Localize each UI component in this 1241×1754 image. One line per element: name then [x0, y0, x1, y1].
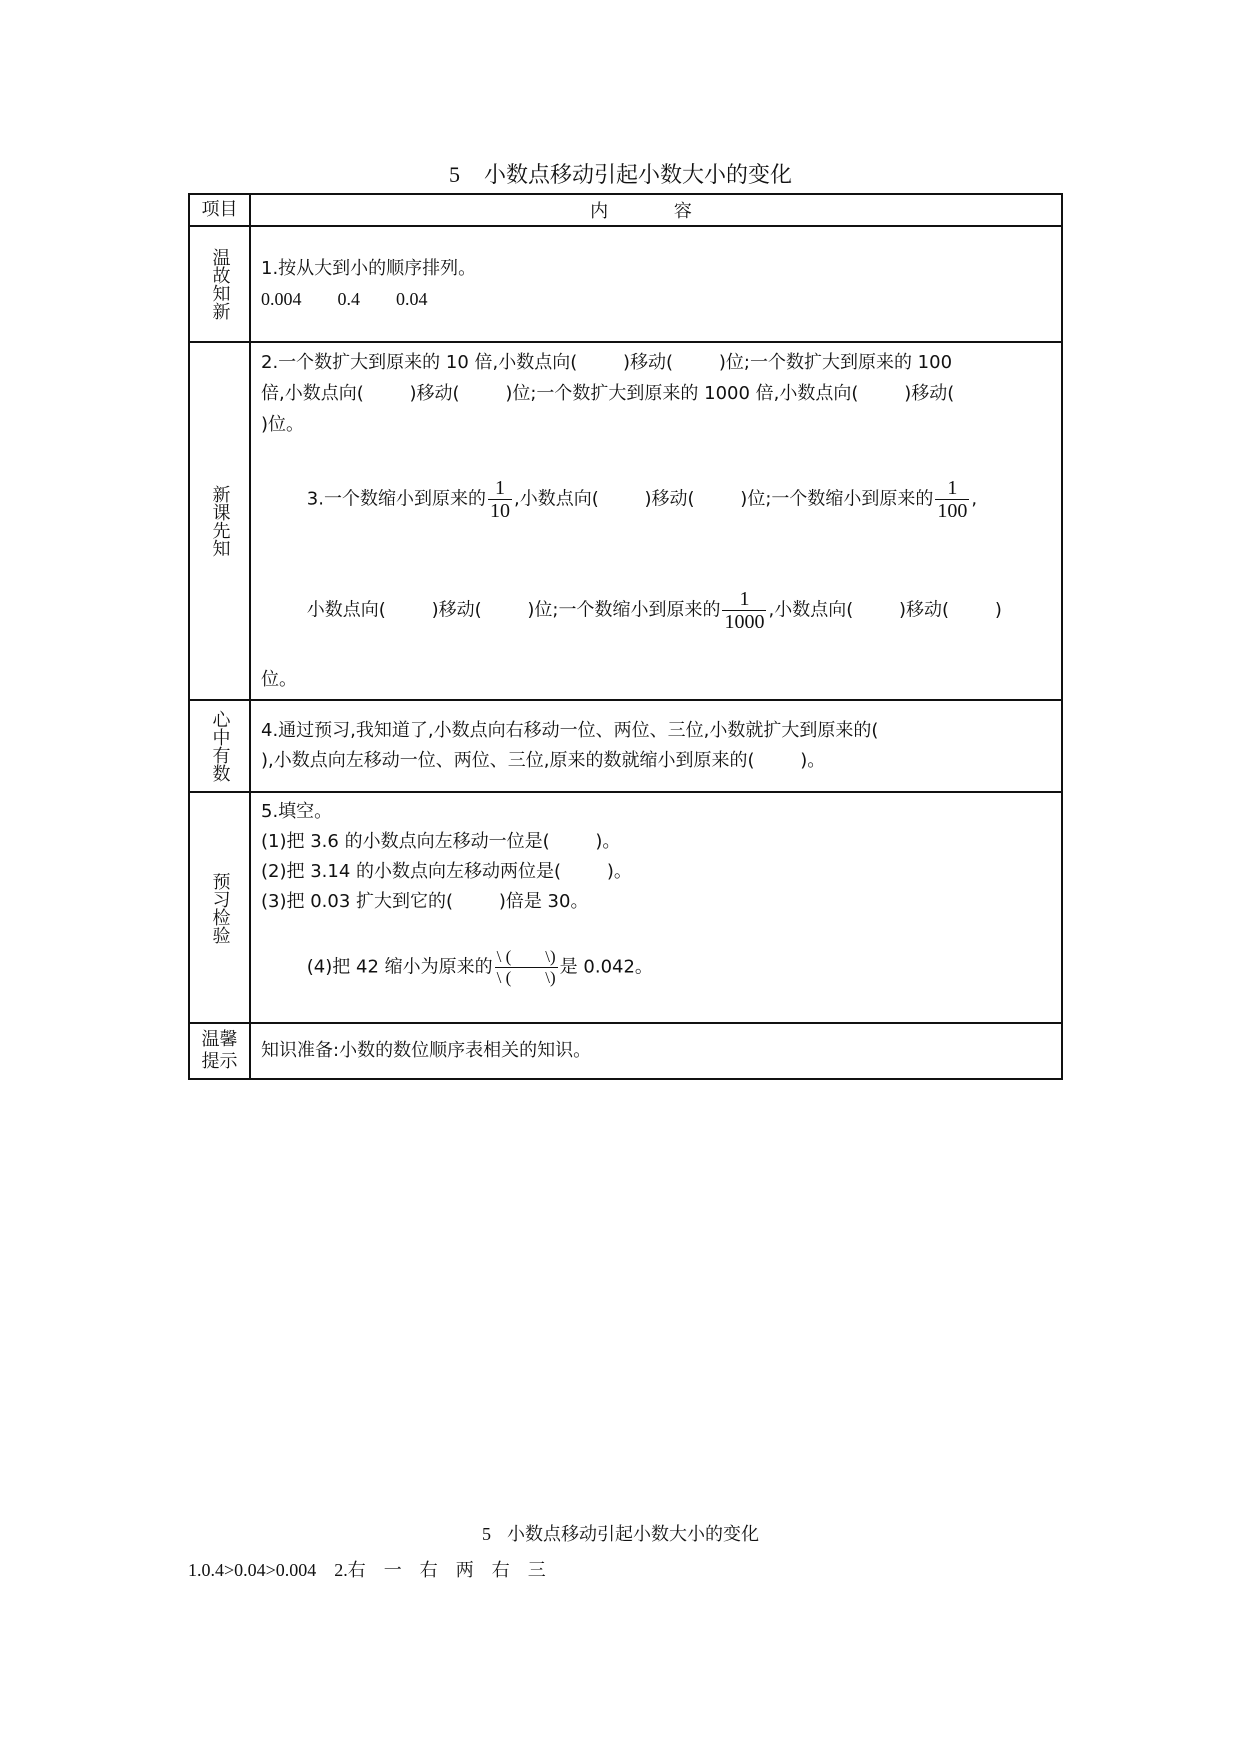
row-check	[189, 792, 1062, 1023]
row-label-review: 温故知新	[189, 226, 250, 342]
row-label-newlesson: 新课先知	[189, 342, 250, 700]
q2-line-1: 2.一个数扩大到原来的 10 倍,小数点向( )移动( )位;一个数扩大到原来的 100	[261, 352, 953, 373]
fraction-1-1000: $\frac{1}{1000}$	[724, 588, 765, 633]
q4-line-1: 4.通过预习,我知道了,小数点向右移动一位、两位、三位,小数就扩大到原来的(	[261, 720, 879, 741]
row-content-review	[250, 226, 1062, 342]
q5-item-1: (1)把 3.6 的小数点向左移动一位是( )。	[261, 831, 621, 852]
answers-line: 1.0.4>0.04>0.004 2.右 一 右 两 右 三	[188, 1560, 546, 1580]
row-content-check	[250, 792, 1062, 1023]
fraction-blank: $\frac{\backslash ( \backslash)}{\backslash ( \backslash)}$	[496, 947, 556, 987]
q1-text: 1.按从大到小的顺序排列。	[261, 258, 477, 279]
q2-line-2: 倍,小数点向( )移动( )位;一个数扩大到原来的 1000 倍,小数点向( )移动(	[261, 383, 955, 404]
answers-title: 5 小数点移动引起小数大小的变化	[482, 1524, 759, 1545]
fraction-1-100: $\frac{1}{100}$	[937, 477, 968, 522]
header-content: 内 容	[250, 194, 1062, 226]
q3-line-1: 3.一个数缩小到原来的 $\frac{1}{10}$ ,小数点向( )移动( )位;一个数缩小到原来的 $\frac{1}{100}$ ,	[306, 477, 978, 522]
q5-item-2: (2)把 3.14 的小数点向左移动两位是( )。	[261, 861, 632, 882]
header-item: 项目	[189, 194, 250, 226]
q3-line-2: 小数点向( )移动( )位;一个数缩小到原来的 $\frac{1}{1000}$ ,小数点向( )移动( )	[306, 588, 1002, 633]
worksheet-table	[188, 193, 1063, 1080]
table-header-row	[189, 194, 1062, 226]
row-review	[189, 226, 1062, 342]
q3-line-3: 位。	[261, 669, 297, 690]
row-content-newlesson	[250, 342, 1062, 700]
q4-line-2: ),小数点向左移动一位、两位、三位,原来的数就缩小到原来的( )。	[261, 750, 826, 771]
row-label-tips: 温馨提示	[189, 1023, 250, 1079]
title-number: 5	[448, 162, 460, 187]
row-newlesson	[189, 342, 1062, 700]
row-content-tips	[250, 1023, 1062, 1079]
row-tips	[189, 1023, 1062, 1079]
q5-item-4: (4)把 42 缩小为原来的 $\frac{\backslash ( \backslash)}{\backslash ( \backslash)}$ 是 0.042。	[306, 947, 653, 987]
q1-numbers: 0.004 0.4 0.04	[261, 289, 428, 309]
page-title	[0, 158, 1241, 189]
q2-line-3: )位。	[261, 414, 305, 435]
row-label-mind: 心中有数	[189, 700, 250, 792]
fraction-1-10: $\frac{1}{10}$	[489, 477, 510, 522]
q5-item-3: (3)把 0.03 扩大到它的( )倍是 30。	[261, 891, 589, 912]
tip-text: 知识准备:小数的数位顺序表相关的知识。	[261, 1040, 592, 1061]
row-label-check: 预习检验	[189, 792, 250, 1023]
title-text: 小数点移动引起小数大小的变化	[483, 163, 792, 188]
row-mind	[189, 700, 1062, 792]
q5-heading: 5.填空。	[261, 801, 333, 822]
row-content-mind	[250, 700, 1062, 792]
